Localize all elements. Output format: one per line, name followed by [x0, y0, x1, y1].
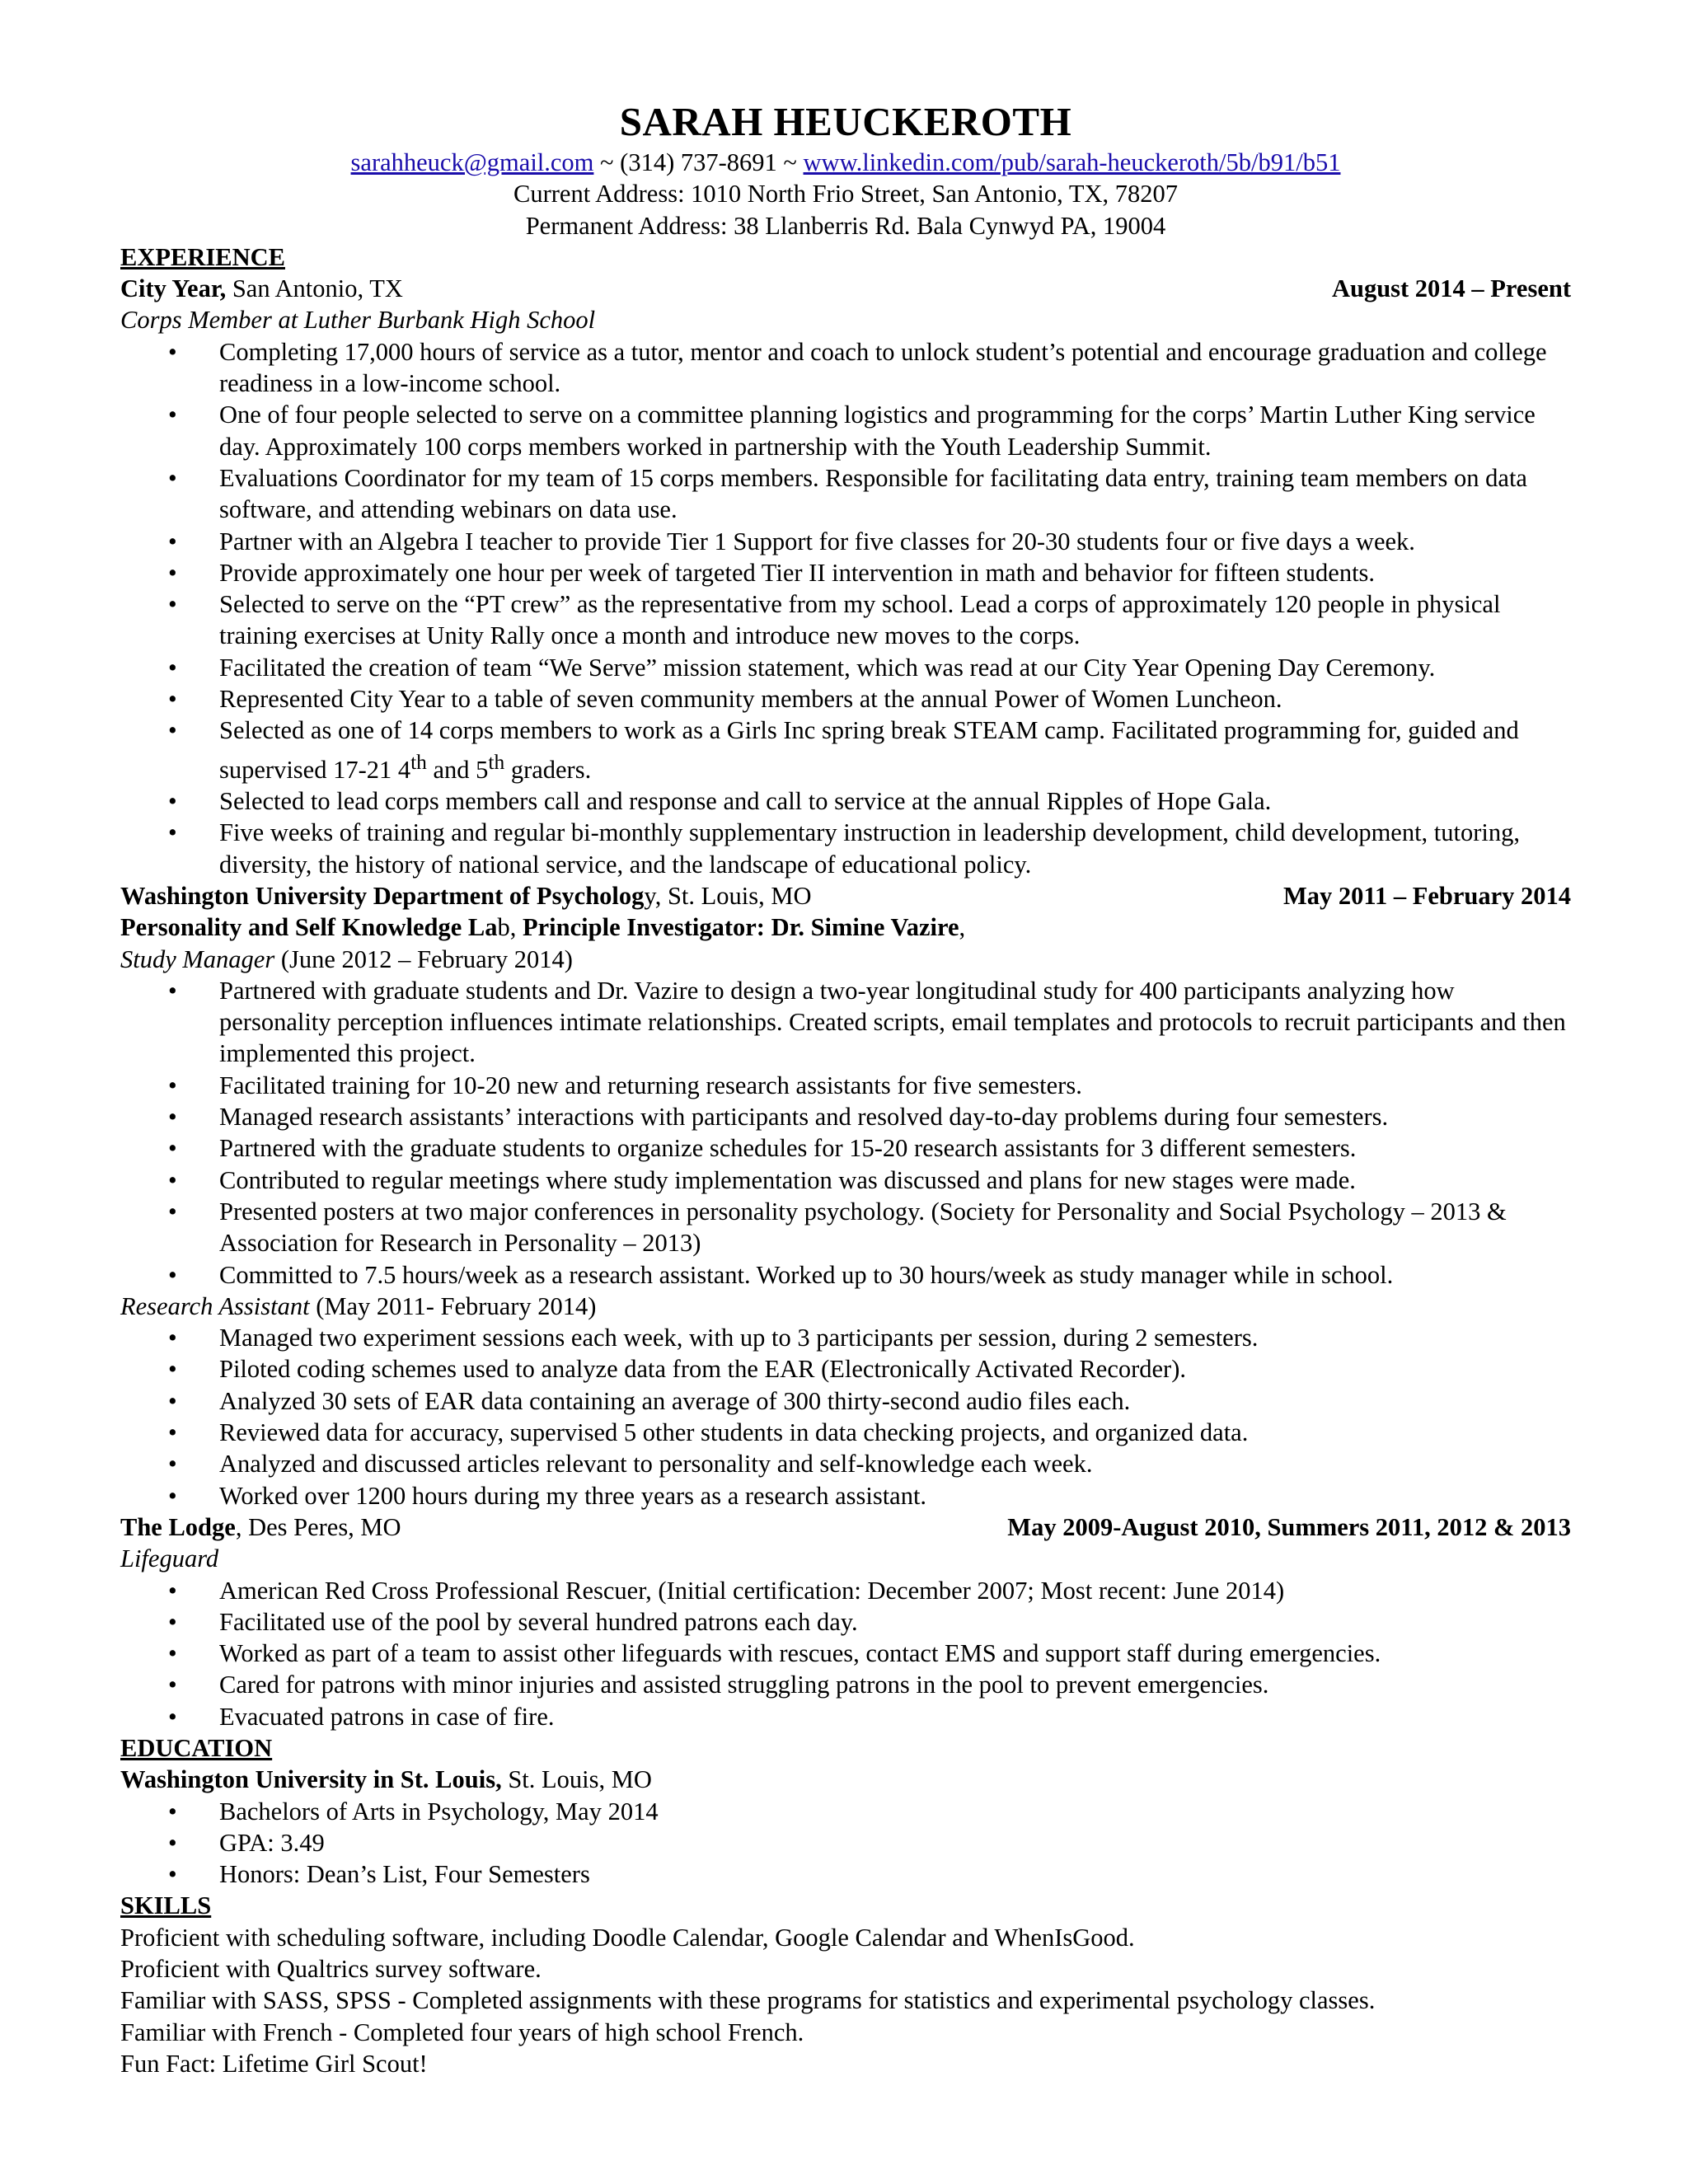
fun-fact: Fun Fact: Lifetime Girl Scout! — [120, 2049, 428, 2078]
list-item: • Partnered with the graduate students to organize schedules for 15-20 research assistants for 3 different semesters. — [120, 1132, 1571, 1164]
principal-investigator: Principle Investigator: Dr. Simine Vazire — [523, 913, 959, 942]
city-year-bullets — [120, 336, 1571, 880]
experience-heading: EXPERIENCE — [120, 242, 285, 271]
skill-line: Familiar with French - Completed four years of high school French. — [120, 2018, 804, 2046]
study-manager-bullets — [120, 975, 1571, 1291]
job-dates: May 2011 – February 2014 — [1282, 881, 1571, 910]
org-name: The Lodge — [120, 1512, 236, 1541]
steam-text-a: Selected as one of 14 corps members to work as a Girls Inc spring break STEAM camp. Facilitated programming for, guided and supervised 17-21 4 — [219, 716, 1519, 784]
list-item: • Honors: Dean’s List, Four Semesters — [120, 1858, 1571, 1890]
job-org — [120, 273, 403, 304]
list-item: • Reviewed data for accuracy, supervised 5 other students in data checking projects, and organized data. — [120, 1417, 1571, 1448]
list-item: • Presented posters at two major conferences in personality psychology. (Society for Personality and Social Psychology – 2013 & Association for Research in Personality – 2013) — [120, 1196, 1571, 1259]
list-item: • Facilitated use of the pool by several hundred patrons each day. — [120, 1606, 1571, 1638]
candidate-name: SARAH HEUCKEROTH — [619, 99, 1072, 144]
current-address: Current Address: 1010 North Frio Street, San Antonio, TX, 78207 — [513, 180, 1178, 209]
list-item: • Partner with an Algebra I teacher to provide Tier 1 Support for five classes for 20-30 students four or five days a week. — [120, 526, 1571, 557]
role-line-research-assistant — [120, 1291, 1571, 1322]
job-header-city-year — [120, 273, 1571, 304]
list-item: • Cared for patrons with minor injuries and assisted struggling patrons in the pool to prevent emergencies. — [120, 1669, 1571, 1700]
lab-comma: , — [959, 913, 966, 942]
list-item: • Selected to lead corps members call and response and call to service at the annual Ripples of Hope Gala. — [120, 785, 1571, 817]
lab-name: Personality and Self Knowledge La — [120, 913, 498, 942]
list-item: • Analyzed 30 sets of EAR data containing an average of 300 thirty-second audio files each. — [120, 1385, 1571, 1417]
list-item: • Contributed to regular meetings where study implementation was discussed and plans for new stages were made. — [120, 1165, 1571, 1196]
lab-line — [120, 912, 1571, 943]
list-item: • Worked over 1200 hours during my three years as a research assistant. — [120, 1480, 1571, 1511]
skills-heading: SKILLS — [120, 1891, 212, 1920]
resume-page — [120, 97, 1571, 2079]
list-item: • Committed to 7.5 hours/week as a research assistant. Worked up to 30 hours/week as study manager while in school. — [120, 1259, 1571, 1291]
list-item: • Piloted coding schemes used to analyze data from the EAR (Electronically Activated Recorder). — [120, 1353, 1571, 1385]
list-item: • Five weeks of training and regular bi-monthly supplementary instruction in leadership development, child development, tutoring, diversity, the history of national service, and the landscape of educational policy. — [120, 817, 1571, 880]
list-item: • GPA: 3.49 — [120, 1827, 1571, 1858]
email-link[interactable]: sarahheuck@gmail.com — [350, 148, 594, 176]
permanent-address: Permanent Address: 38 Llanberris Rd. Bala Cynwyd PA, 19004 — [525, 211, 1166, 240]
job-role: Lifeguard — [120, 1544, 219, 1573]
list-item — [120, 715, 1571, 785]
job-org — [120, 1511, 401, 1543]
lodge-bullets — [120, 1575, 1571, 1732]
role-line-study-manager — [120, 944, 1571, 975]
skill-line: Proficient with scheduling software, including Doodle Calendar, Google Calendar and WhenIsGood. — [120, 1923, 1135, 1952]
list-item: • Completing 17,000 hours of service as a tutor, mentor and coach to unlock student’s potential and encourage graduation and college readiness in a low-income school. — [120, 336, 1571, 400]
role-dates: (May 2011- February 2014) — [309, 1291, 597, 1320]
list-item: • Partnered with graduate students and Dr. Vazire to design a two-year longitudinal study for 400 participants analyzing how personality perception influences intimate relationships. Created scripts, email templates and protocols to recruit participants and then implemented this project. — [120, 975, 1571, 1070]
list-item: • Evacuated patrons in case of fire. — [120, 1701, 1571, 1732]
skill-line: Familiar with SASS, SPSS - Completed assignments with these programs for statistics and experimental psychology classes. — [120, 1986, 1376, 2015]
education-bullets — [120, 1796, 1571, 1891]
list-item: • American Red Cross Professional Rescuer, (Initial certification: December 2007; Most recent: June 2014) — [120, 1575, 1571, 1606]
steam-text-c: graders. — [504, 755, 592, 784]
skill-line: Proficient with Qualtrics survey software. — [120, 1955, 542, 1984]
list-item: • Analyzed and discussed articles relevant to personality and self-knowledge each week. — [120, 1448, 1571, 1479]
job-org — [120, 880, 812, 912]
list-item: • Represented City Year to a table of seven community members at the annual Power of Women Luncheon. — [120, 683, 1571, 715]
org-location: San Antonio, TX — [226, 274, 403, 303]
job-dates: May 2009-August 2010, Summers 2011, 2012 & 2013 — [1007, 1512, 1571, 1541]
list-item: • Managed two experiment sessions each week, with up to 3 participants per session, during 2 semesters. — [120, 1322, 1571, 1353]
job-header-lodge — [120, 1511, 1571, 1543]
steam-sup-b: th — [488, 750, 505, 774]
list-item: • Facilitated training for 10-20 new and returning research assistants for five semesters. — [120, 1070, 1571, 1101]
steam-sup-a: th — [410, 750, 427, 774]
org-location: , Des Peres, MO — [235, 1512, 401, 1541]
lab-name-tail: b, — [497, 913, 523, 942]
job-role: Study Manager — [120, 944, 275, 973]
list-item: • Selected to serve on the “PT crew” as the representative from my school. Lead a corps of approximately 120 people in physical training exercises at Unity Rally once a month and introduce new moves to the corps. — [120, 588, 1571, 652]
steam-text-b: and 5 — [426, 755, 489, 784]
list-item: • One of four people selected to serve on a committee planning logistics and programming for the corps’ Martin Luther King service day. Approximately 100 corps members worked in partnership with the Youth Leadership Summit. — [120, 399, 1571, 462]
list-item: • Bachelors of Arts in Psychology, May 2014 — [120, 1796, 1571, 1827]
list-item: • Facilitated the creation of team “We Serve” mission statement, which was read at our City Year Opening Day Ceremony. — [120, 652, 1571, 683]
job-role: Research Assistant — [120, 1291, 310, 1320]
education-heading: EDUCATION — [120, 1734, 273, 1762]
org-name: City Year, — [120, 274, 227, 303]
contact-line — [120, 147, 1571, 178]
org-name: Washington University Department of Psycholog — [120, 881, 645, 910]
education-school-line — [120, 1764, 1571, 1795]
list-item: • Evaluations Coordinator for my team of 15 corps members. Responsible for facilitating data entry, training team members on data software, and attending webinars on data use. — [120, 462, 1571, 526]
phone-text: ~ (314) 737-8691 ~ — [593, 148, 804, 176]
school-name: Washington University in St. Louis, — [120, 1765, 502, 1794]
linkedin-link[interactable]: www.linkedin.com/pub/sarah-heuckeroth/5b/b91/b51 — [803, 148, 1341, 176]
list-item: • Managed research assistants’ interactions with participants and resolved day-to-day problems during four semesters. — [120, 1101, 1571, 1132]
research-assistant-bullets — [120, 1322, 1571, 1511]
role-dates: (June 2012 – February 2014) — [274, 944, 573, 973]
job-dates: August 2014 – Present — [1331, 274, 1571, 303]
list-item: • Provide approximately one hour per week of targeted Tier II intervention in math and behavior for fifteen students. — [120, 557, 1571, 588]
school-location: St. Louis, MO — [501, 1765, 652, 1794]
job-header-washu — [120, 880, 1571, 912]
org-location: y, St. Louis, MO — [644, 881, 812, 910]
list-item: • Worked as part of a team to assist other lifeguards with rescues, contact EMS and support staff during emergencies. — [120, 1638, 1571, 1669]
job-role: Corps Member at Luther Burbank High School — [120, 306, 596, 335]
